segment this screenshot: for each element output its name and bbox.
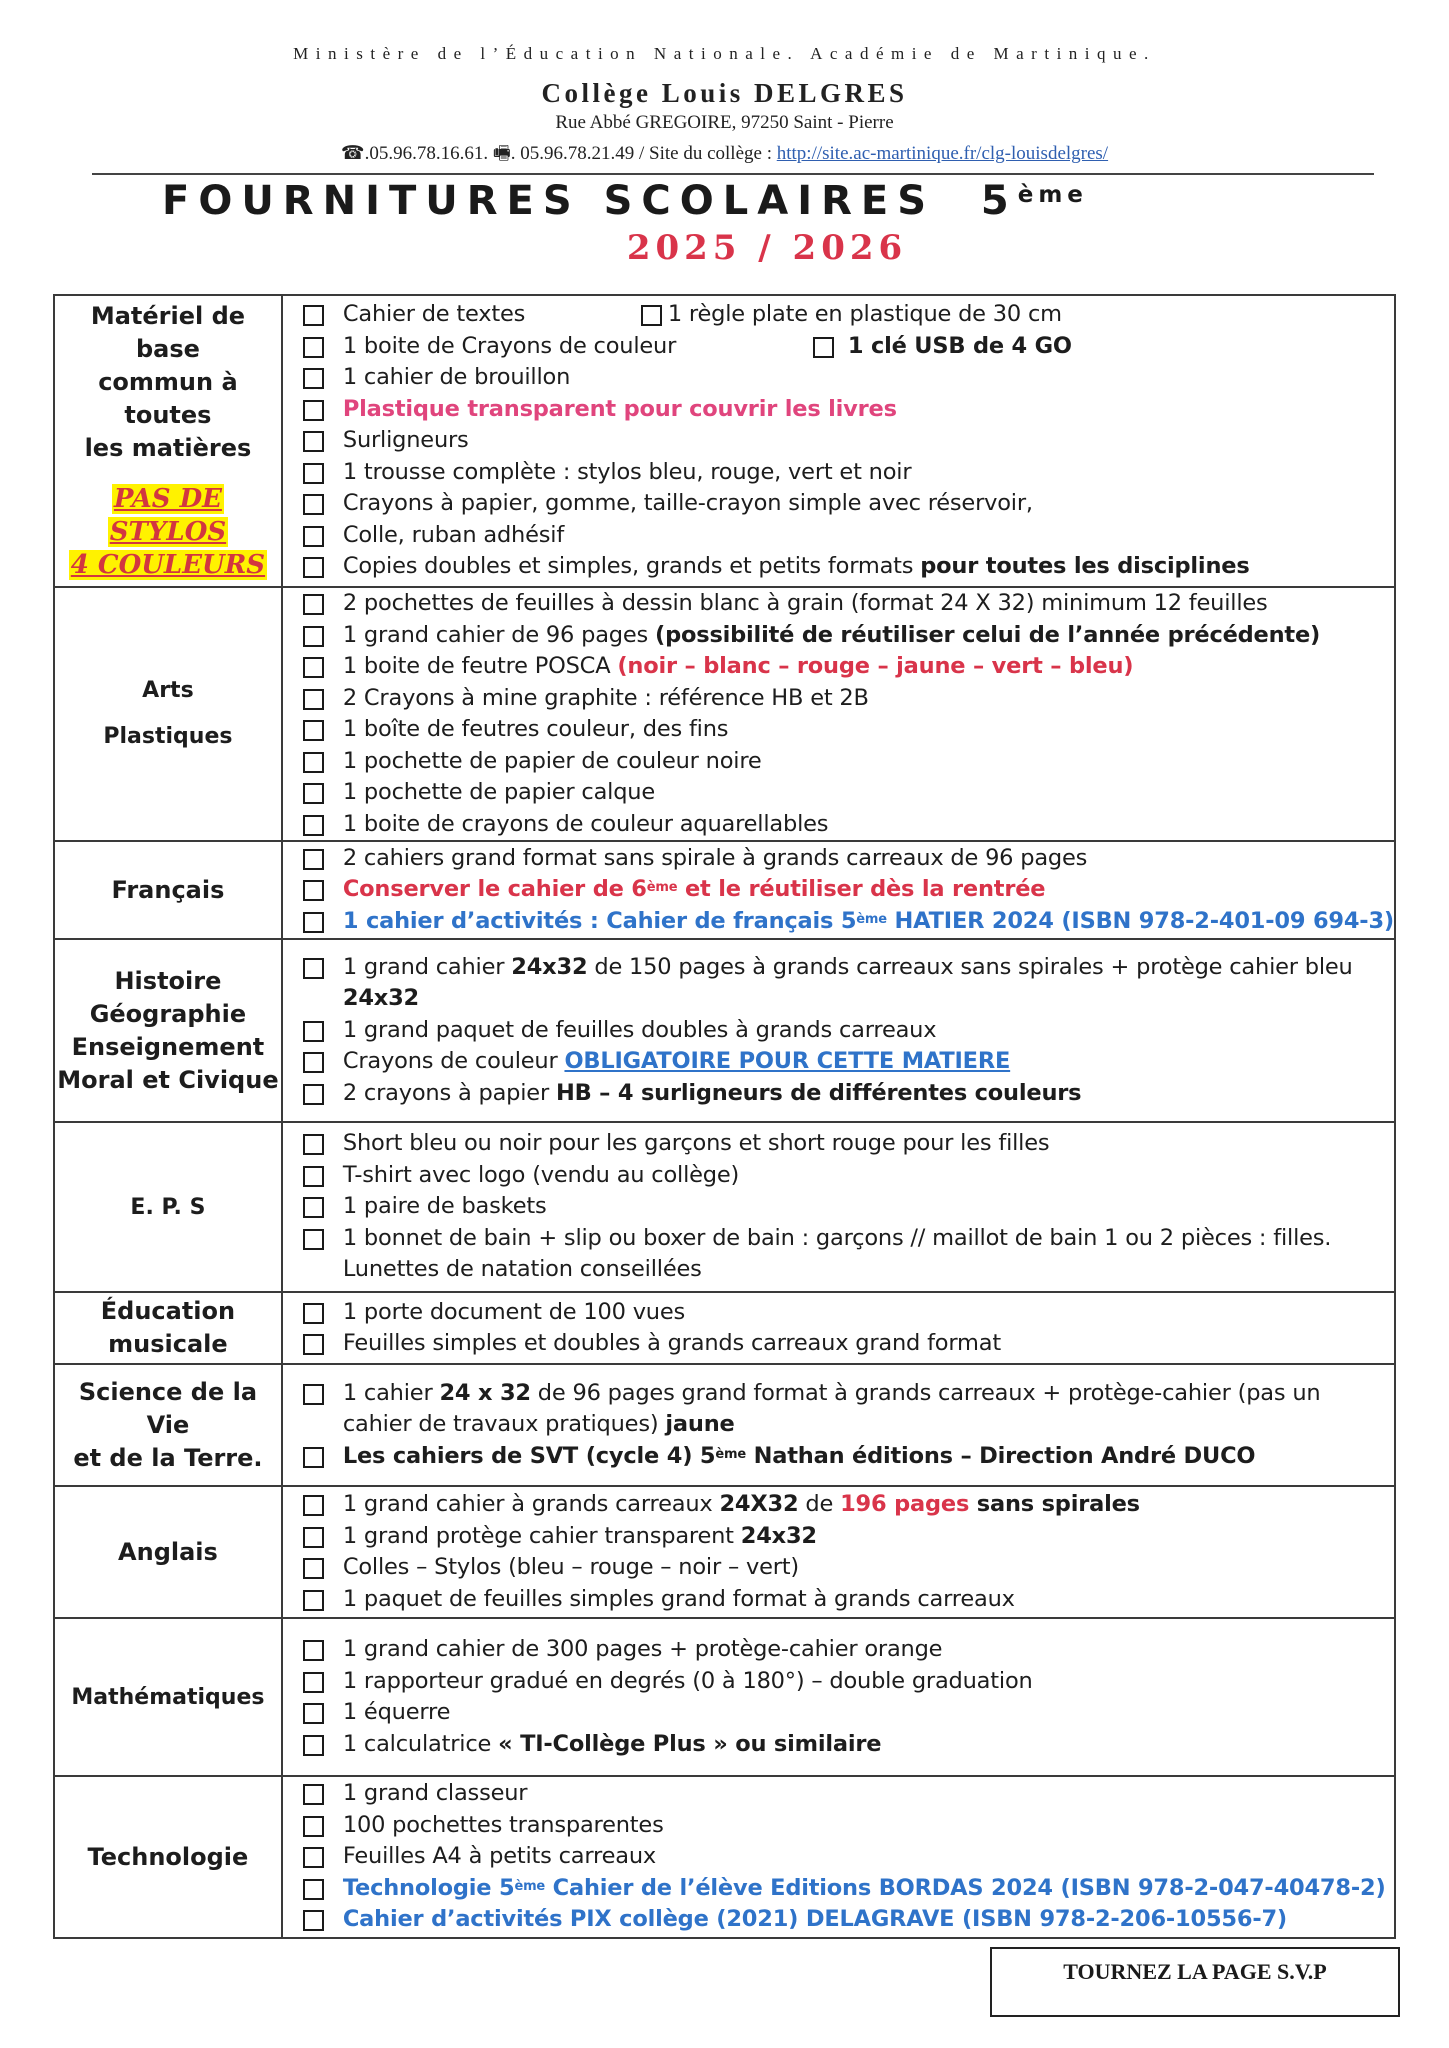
checkbox[interactable] [303, 463, 324, 484]
section-base [54, 295, 1395, 587]
checkbox[interactable] [303, 1447, 324, 1468]
subject-line: Histoire [114, 966, 222, 995]
subject-line: Science de la Vie [78, 1377, 258, 1439]
subject-cell [54, 1486, 282, 1618]
section-histoire-geographie [54, 939, 1395, 1122]
checkbox[interactable] [303, 1735, 324, 1756]
list-item [283, 1584, 1394, 1616]
items-cell [282, 1292, 1395, 1364]
checkbox[interactable] [303, 368, 324, 389]
subject-line: Français [111, 875, 225, 904]
item-text: 1 grand cahier de 96 pages (possibilité de réutiliser celui de l’année précédente) [342, 621, 1321, 648]
item-text: Feuilles A4 à petits carreaux [342, 1843, 657, 1870]
subject-cell [54, 939, 282, 1122]
checkbox[interactable] [303, 912, 324, 933]
item-text: 1 équerre [342, 1699, 451, 1725]
item-text: 1 grand cahier à grands carreaux 24X32 de 196 pages sans spirales [342, 1491, 1140, 1517]
item-text: 1 grand protège cahier transparent 24x32 [342, 1522, 817, 1549]
item-text: 1 grand cahier de 300 pages + protège-cahier orange [342, 1636, 943, 1662]
item-text: Colle, ruban adhésif [342, 521, 565, 548]
subject-cell [54, 587, 282, 841]
subject-line: et de la Terre. [73, 1443, 263, 1472]
checkbox[interactable] [303, 1672, 324, 1693]
item-text: Feuilles simples et doubles à grands carreaux grand format [342, 1330, 1001, 1356]
list-item [283, 394, 1394, 426]
items-cell [282, 1618, 1395, 1776]
item-text: 2 crayons à papier HB – 4 surligneurs de différentes couleurs [342, 1079, 1082, 1106]
item-text: 1 cahier d’activités : Cahier de français 5ème HATIER 2024 (ISBN 978-2-401-09 694-3) [342, 907, 1394, 934]
title-main: FOURNITURES SCOLAIRES [162, 178, 936, 224]
fax-icon: 🖷 [492, 143, 511, 164]
item-text: 1 pochette de papier calque [342, 779, 656, 805]
checkbox[interactable] [303, 958, 324, 979]
checkbox[interactable] [303, 1021, 324, 1042]
item-text: 1 clé USB de 4 GO [847, 332, 1072, 359]
item-text: 1 cahier de brouillon [342, 364, 571, 391]
checkbox[interactable] [303, 431, 324, 452]
checkbox[interactable] [303, 1229, 324, 1250]
checkbox[interactable] [303, 1527, 324, 1548]
list-item [283, 843, 1394, 875]
header-divider [92, 173, 1374, 175]
subject-line: commun à toutes [98, 368, 238, 429]
section-eps [54, 1122, 1395, 1292]
checkbox[interactable] [303, 1590, 324, 1611]
section-svt [54, 1364, 1395, 1486]
item-text: 1 règle plate en plastique de 30 cm [667, 301, 1062, 328]
item-text: 1 grand classeur [342, 1780, 528, 1807]
list-item [283, 714, 1394, 746]
school-year: 2025 / 2026 [626, 228, 908, 268]
college-site-link[interactable]: http://site.ac-martinique.fr/clg-louisdelgres/ [776, 143, 1109, 164]
checkbox[interactable] [303, 849, 324, 870]
checkbox[interactable] [303, 1847, 324, 1868]
warning-line: STYLOS [109, 517, 227, 547]
checkbox[interactable] [303, 1703, 324, 1724]
item-text: 1 boite de crayons de couleur aquarellables [342, 810, 829, 837]
item-text: 1 grand cahier 24x32 de 150 pages à grands carreaux sans spirales + protège cahier bleu 24x32 [342, 953, 1353, 1012]
subject-line: Enseignement [71, 1032, 265, 1061]
college-name: Collège Louis DELGRES [541, 78, 908, 108]
checkbox[interactable] [303, 594, 324, 615]
section-education-musicale [54, 1292, 1395, 1364]
section-francais [54, 841, 1395, 939]
checkbox[interactable] [303, 752, 324, 773]
checkbox[interactable] [303, 1558, 324, 1579]
list-item [283, 551, 1394, 583]
item-text: 1 porte document de 100 vues [342, 1298, 686, 1325]
item-text: 1 calculatrice « TI-Collège Plus » ou similaire [342, 1730, 882, 1757]
item-text: 1 cahier 24 x 32 de 96 pages grand format à grands carreaux + protège-cahier (pas un cahier de travaux pratiques) jaune [342, 1379, 1321, 1438]
list-item [283, 1489, 1394, 1521]
checkbox[interactable] [303, 1334, 324, 1355]
no-4-color-pens-warning [69, 483, 267, 582]
subject-line: Éducation [100, 1297, 236, 1325]
list-item [283, 1223, 1394, 1286]
item-text: Cahier d’activités PIX collège (2021) DELAGRAVE (ISBN 978-2-206-10556-7) [342, 1906, 1288, 1933]
list-item [283, 1191, 1394, 1223]
item-text: 1 trousse complète : stylos bleu, rouge, vert et noir [342, 458, 912, 485]
subject-line: Anglais [118, 1537, 218, 1566]
item-text: Technologie 5ème Cahier de l’élève Editions BORDAS 2024 (ISBN 978-2-047-40478-2) [342, 1874, 1386, 1901]
list-item [283, 1778, 1394, 1810]
list-item [283, 906, 1394, 938]
item-text: 1 pochette de papier de couleur noire [342, 747, 762, 774]
checkbox[interactable] [813, 337, 834, 358]
list-item [283, 620, 1394, 652]
turn-page-notice: TOURNEZ LA PAGE S.V.P [990, 1947, 1400, 2017]
items-cell [282, 1776, 1395, 1938]
items-cell [282, 1364, 1395, 1486]
checkbox[interactable] [641, 305, 662, 326]
list-item [283, 1160, 1394, 1192]
list-item [283, 1873, 1394, 1905]
list-item [283, 362, 1394, 394]
list-item [283, 1015, 1394, 1047]
phone-number: .05.96.78.16.61. [364, 143, 489, 164]
list-item [283, 1729, 1394, 1761]
list-item [283, 1841, 1394, 1873]
subject-cell [54, 295, 282, 587]
checkbox[interactable] [303, 1816, 324, 1837]
checkbox[interactable] [303, 1084, 324, 1105]
checkbox[interactable] [303, 1640, 324, 1661]
list-item [283, 1810, 1394, 1842]
items-cell [282, 939, 1395, 1122]
subject-line: E. P. S [130, 1194, 206, 1220]
item-text: 1 boite de feutre POSCA (noir – blanc – rouge – jaune – vert – bleu) [342, 653, 1134, 679]
list-item [283, 683, 1394, 715]
checkbox[interactable] [303, 720, 324, 741]
checkbox[interactable] [303, 880, 324, 901]
checkbox[interactable] [303, 1910, 324, 1931]
checkbox[interactable] [303, 1166, 324, 1187]
list-item [283, 1697, 1394, 1729]
list-item [283, 1634, 1394, 1666]
list-item [283, 809, 1394, 841]
item-text: Crayons de couleur OBLIGATOIRE POUR CETTE MATIERE [342, 1048, 1011, 1075]
list-item [283, 331, 1394, 363]
item-text: 1 boîte de feutres couleur, des fins [342, 716, 729, 742]
college-address: Rue Abbé GREGOIRE, 97250 Saint - Pierre [555, 112, 894, 133]
list-item [283, 299, 1394, 331]
list-item [283, 488, 1394, 520]
subject-cell [54, 1364, 282, 1486]
supplies-table [53, 294, 1396, 1939]
items-cell [282, 1486, 1395, 1618]
list-item [283, 425, 1394, 457]
list-item [283, 588, 1394, 620]
item-text: 1 grand paquet de feuilles doubles à grands carreaux [342, 1016, 937, 1043]
checkbox[interactable] [303, 1384, 324, 1405]
checkbox[interactable] [303, 1134, 324, 1155]
item-text: Conserver le cahier de 6ème et le réutiliser dès la rentrée [342, 876, 1046, 903]
checkbox[interactable] [303, 1495, 324, 1516]
subject-line: Plastiques [103, 724, 233, 749]
checkbox[interactable] [303, 1197, 324, 1218]
list-item [283, 1328, 1394, 1360]
warning-line: 4 COULEURS [70, 550, 266, 580]
checkbox[interactable] [303, 1784, 324, 1805]
telephone-icon: ☎ [340, 143, 365, 164]
item-text: 1 paire de baskets [342, 1193, 547, 1220]
item-text: Copies doubles et simples, grands et petits formats pour toutes les disciplines [342, 553, 1250, 580]
checkbox[interactable] [303, 557, 324, 578]
checkbox[interactable] [303, 494, 324, 515]
items-cell [282, 841, 1395, 939]
checkbox[interactable] [303, 400, 324, 421]
item-text: 1 boite de Crayons de couleur [342, 332, 677, 359]
item-text: Surligneurs [342, 427, 469, 454]
item-text: 1 bonnet de bain + slip ou boxer de bain : garçons // maillot de bain 1 ou 2 pièces : filles. Lunettes de natation conseillées [342, 1224, 1332, 1283]
list-item [283, 1297, 1394, 1329]
section-mathematiques [54, 1618, 1395, 1776]
list-item [283, 874, 1394, 906]
subject-line: Technologie [87, 1842, 249, 1871]
ministry-header: Ministère de l’Éducation Nationale. Académie de Martinique. [293, 44, 1156, 63]
list-item [283, 1078, 1394, 1110]
list-item [283, 1378, 1394, 1441]
checkbox[interactable] [303, 657, 324, 678]
subject-cell [54, 1776, 282, 1938]
item-text: Crayons à papier, gomme, taille-crayon simple avec réservoir, [342, 490, 1033, 517]
section-anglais [54, 1486, 1395, 1618]
warning-line: PAS DE [113, 484, 222, 514]
checkbox[interactable] [303, 1879, 324, 1900]
checkbox[interactable] [303, 305, 324, 326]
item-text: Cahier de textes [342, 301, 526, 328]
checkbox[interactable] [303, 689, 324, 710]
item-text: Short bleu ou noir pour les garçons et short rouge pour les filles [342, 1130, 1050, 1157]
item-text: 2 cahiers grand format sans spirale à grands carreaux de 96 pages [342, 844, 1088, 871]
list-item [283, 1046, 1394, 1078]
list-item [283, 1128, 1394, 1160]
item-text: 1 rapporteur gradué en degrés (0 à 180°) – double graduation [342, 1667, 1033, 1694]
list-item [283, 1904, 1394, 1936]
section-technologie [54, 1776, 1395, 1938]
fax-number: . 05.96.78.21.49 / Site du collège : [510, 143, 777, 164]
list-item [283, 457, 1394, 489]
list-item [283, 520, 1394, 552]
list-item [283, 1441, 1394, 1473]
list-item [283, 952, 1394, 1015]
subject-cell [54, 1618, 282, 1776]
item-text: Les cahiers de SVT (cycle 4) 5ème Nathan éditions – Direction André DUCO [342, 1442, 1256, 1469]
title-grade-sup: ème [1017, 182, 1088, 208]
checkbox[interactable] [303, 626, 324, 647]
subject-line: Arts [142, 678, 194, 703]
page-title [162, 178, 1088, 224]
checkbox[interactable] [303, 1052, 324, 1073]
section-arts-plastiques [54, 587, 1395, 841]
list-item [283, 651, 1394, 683]
item-text: T-shirt avec logo (vendu au collège) [342, 1161, 740, 1188]
subject-cell [54, 1292, 282, 1364]
list-item [283, 1521, 1394, 1553]
checkbox[interactable] [303, 337, 324, 358]
subject-cell [54, 841, 282, 939]
subject-line: les matières [84, 434, 252, 462]
title-grade: 5 [980, 178, 1018, 224]
checkbox[interactable] [303, 526, 324, 547]
checkbox[interactable] [303, 815, 324, 836]
item-text: 2 pochettes de feuilles à dessin blanc à grain (format 24 X 32) minimum 12 feuilles [342, 590, 1268, 616]
contact-line [0, 139, 1449, 171]
subject-line: musicale [108, 1330, 228, 1358]
subject-line: Matériel de base [90, 302, 246, 363]
subject-line: Géographie [89, 999, 247, 1028]
checkbox[interactable] [303, 1303, 324, 1324]
subject-line: Mathématiques [71, 1684, 265, 1710]
items-cell [282, 1122, 1395, 1292]
list-item [283, 1666, 1394, 1698]
item-text: 1 paquet de feuilles simples grand format à grands carreaux [342, 1585, 1015, 1612]
item-text: Colles – Stylos (bleu – rouge – noir – vert) [342, 1554, 799, 1580]
checkbox[interactable] [303, 783, 324, 804]
list-item [283, 777, 1394, 809]
subject-cell [54, 1122, 282, 1292]
list-item [283, 746, 1394, 778]
item-text: Plastique transparent pour couvrir les livres [342, 395, 897, 422]
items-cell [282, 295, 1395, 587]
item-text: 100 pochettes transparentes [342, 1811, 664, 1838]
list-item [283, 1552, 1394, 1584]
item-text: 2 Crayons à mine graphite : référence HB et 2B [342, 684, 869, 711]
subject-line: Moral et Civique [57, 1065, 279, 1094]
items-cell [282, 587, 1395, 841]
